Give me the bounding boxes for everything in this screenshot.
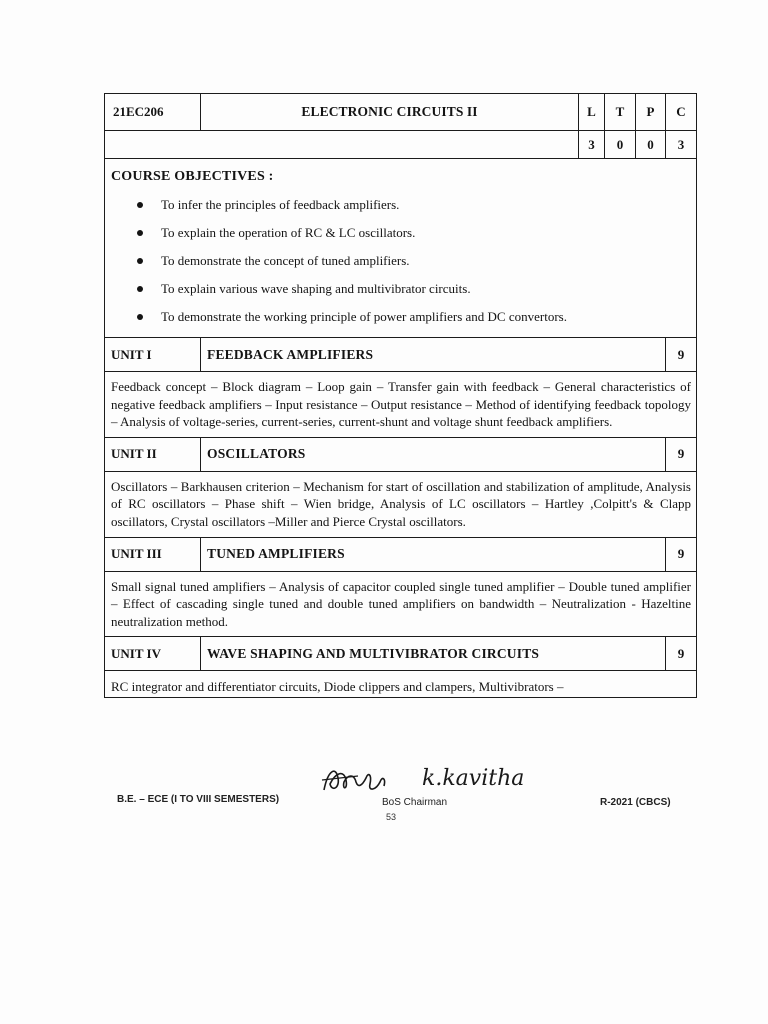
bullet-icon xyxy=(137,286,143,292)
unit-1-hours: 9 xyxy=(666,338,697,372)
unit-2-content-row xyxy=(105,471,697,537)
objective-text: To demonstrate the concept of tuned amplifiers. xyxy=(161,253,410,268)
objective-item xyxy=(111,191,688,219)
page-number: 53 xyxy=(386,812,397,822)
footer-regulation: R-2021 (CBCS) xyxy=(600,797,671,808)
bullet-icon xyxy=(137,258,143,264)
objective-item xyxy=(111,247,688,275)
unit-4-hours: 9 xyxy=(666,637,697,671)
unit-4-content-row xyxy=(105,671,697,698)
objective-text: To explain the operation of RC & LC oscillators. xyxy=(161,225,416,240)
bullet-icon xyxy=(137,314,143,320)
objective-text: To infer the principles of feedback amplifiers. xyxy=(161,197,400,212)
unit-3-hours: 9 xyxy=(666,537,697,571)
bullet-icon xyxy=(137,230,143,236)
ltpc-header-p: P xyxy=(636,94,666,131)
footer-program: B.E. – ECE (I TO VIII SEMESTERS) xyxy=(117,794,280,805)
objective-item xyxy=(111,303,688,331)
unit-1-header-row xyxy=(105,338,697,372)
ltpc-value-t: 0 xyxy=(605,131,636,159)
unit-2-header-row xyxy=(105,437,697,471)
objective-text: To demonstrate the working principle of power amplifiers and DC convertors. xyxy=(161,309,567,324)
unit-4-label: UNIT IV xyxy=(105,637,201,671)
bullet-icon xyxy=(137,202,143,208)
objectives-cell xyxy=(105,159,697,338)
unit-3-header-row xyxy=(105,537,697,571)
unit-2-title: OSCILLATORS xyxy=(201,437,666,471)
unit-3-label: UNIT III xyxy=(105,537,201,571)
course-code: 21EC206 xyxy=(105,94,201,131)
unit-1-label: UNIT I xyxy=(105,338,201,372)
unit-3-content: Small signal tuned amplifiers – Analysis of capacitor coupled single tuned amplifier – Double tuned amplifier – Effect of cascading single tuned and double tuned amplifiers on bandwidth – Neutralization - Hazeltine neutralization method. xyxy=(105,571,697,637)
unit-1-title: FEEDBACK AMPLIFIERS xyxy=(201,338,666,372)
objective-item xyxy=(111,219,688,247)
course-title: ELECTRONIC CIRCUITS II xyxy=(201,94,579,131)
ltpc-header-l: L xyxy=(579,94,605,131)
ltpc-value-p: 0 xyxy=(636,131,666,159)
unit-2-content: Oscillators – Barkhausen criterion – Mechanism for start of oscillation and stabilization of amplitude, Analysis of RC oscillators – Phase shift – Wien bridge, Analysis of LC oscillators – Hartley ,Colpitt's & Clapp oscillators, Crystal oscillators –Miller and Pierce Crystal oscillators. xyxy=(105,471,697,537)
ltpc-header-c: C xyxy=(666,94,697,131)
unit-2-hours: 9 xyxy=(666,437,697,471)
objective-text: To explain various wave shaping and multivibrator circuits. xyxy=(161,281,471,296)
ltpc-values-row xyxy=(105,131,697,159)
signature-text: k.kavitha xyxy=(422,766,525,791)
objectives-heading: COURSE OBJECTIVES : xyxy=(111,169,274,184)
ltpc-header-t: T xyxy=(605,94,636,131)
ltpc-value-c: 3 xyxy=(666,131,697,159)
unit-4-content: RC integrator and differentiator circuits, Diode clippers and clampers, Multivibrators – xyxy=(105,671,697,698)
unit-4-title: WAVE SHAPING AND MULTIVIBRATOR CIRCUITS xyxy=(201,637,666,671)
unit-2-label: UNIT II xyxy=(105,437,201,471)
unit-1-content-row xyxy=(105,372,697,438)
unit-3-content-row xyxy=(105,571,697,637)
unit-3-title: TUNED AMPLIFIERS xyxy=(201,537,666,571)
objectives-list xyxy=(111,191,688,331)
objectives-row xyxy=(105,159,697,338)
unit-1-content: Feedback concept – Block diagram – Loop gain – Transfer gain with feedback – General characteristics of negative feedback amplifiers – Input resistance – Output resistance – Method of identifying feedback topology – Analysis of voltage-series, current-series, current-shunt and voltage shunt feedback amplifiers. xyxy=(105,372,697,438)
course-header-row xyxy=(105,94,697,131)
ltpc-value-l: 3 xyxy=(579,131,605,159)
footer-signature-caption: BoS Chairman xyxy=(382,797,448,808)
objective-item xyxy=(111,275,688,303)
ltpc-blank-cell xyxy=(105,131,579,159)
unit-4-header-row xyxy=(105,637,697,671)
bos-chairman-signature xyxy=(318,760,548,800)
syllabus-table xyxy=(104,93,697,698)
